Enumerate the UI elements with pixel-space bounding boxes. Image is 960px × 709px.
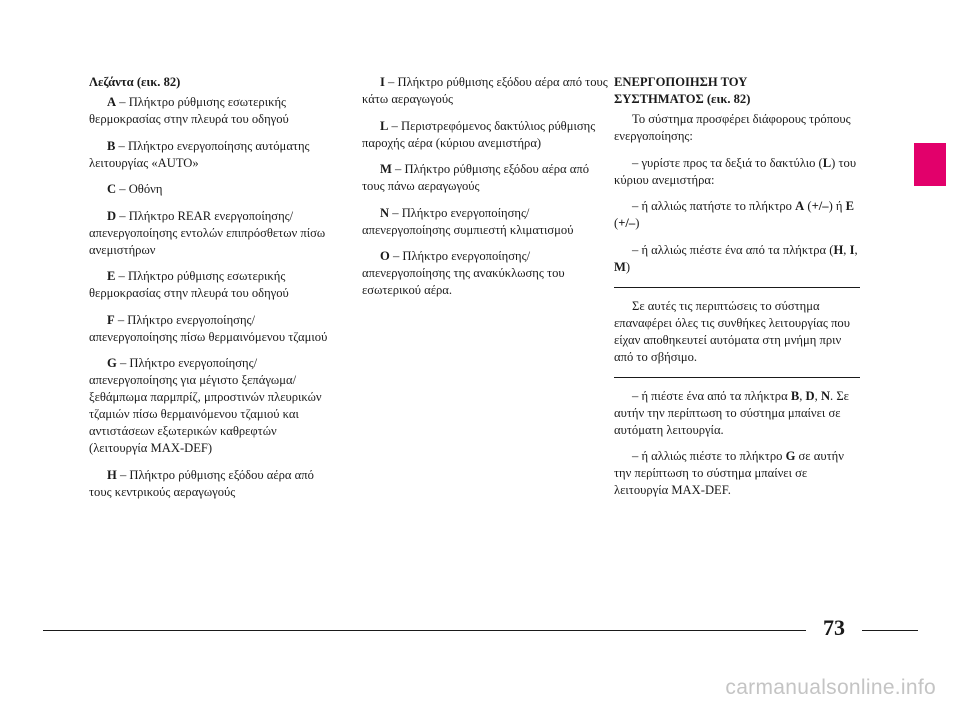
legend-item-c: C – Οθόνη [107, 182, 163, 196]
legend-item-a: A – Πλήκτρο ρύθμισης εσωτερικής θερμοκρασίας στην πλευρά του οδηγού [89, 95, 289, 126]
legend-item-g: G – Πλήκτρο ενεργοποίησης/απενεργοποίησης για μέγιστο ξεπάγωμα/ξεθάμπωμα παρμπρίζ, μπροστινών πλευρικών τζαμιών πίσω θερμαινόμενου τζαμιού και αντιστάσεων εξωτερικών καθρεφτών (λειτουργία MAX-DEF) [89, 356, 322, 455]
section-tab-marker [914, 143, 946, 186]
legend-item-o: O – Πλήκτρο ενεργοποίησης/απενεργοποίησης της ανακύκλωσης του εσωτερικού αέρα. [362, 249, 565, 297]
legend-item-h: H – Πλήκτρο ρύθμισης εξόδου αέρα από τους κεντρικούς αεραγωγούς [89, 467, 314, 499]
legend-item-b: B – Πλήκτρο ενεργοποίησης αυτόματης λειτουργίας «AUTO» [89, 138, 310, 170]
activation-column [614, 74, 860, 509]
note-rule-top [614, 287, 860, 288]
activation-option-temp-buttons: – ή αλλιώς πατήστε το πλήκτρο A (+/–) ή E (+/–) [614, 199, 855, 230]
legend-item-i: I – Πλήκτρο ρύθμισης εξόδου αέρα από τους κάτω αεραγωγούς [362, 75, 608, 106]
activation-intro: Το σύστημα προσφέρει διάφορους τρόπους ενεργοποίησης: [614, 112, 851, 143]
legend-title: Λεζάντα (εικ. 82) [89, 75, 181, 89]
legend-item-m: M – Πλήκτρο ρύθμισης εξόδου αέρα από τους πάνω αεραγωγούς [362, 162, 590, 193]
legend-column-continued [362, 74, 608, 309]
note-rule-bottom [614, 377, 860, 378]
legend-item-n: N – Πλήκτρο ενεργοποίησης/απενεργοποίησης συμπιεστή κλιματισμού [362, 205, 574, 237]
activation-option-maxdef: – ή αλλιώς πιέστε το πλήκτρο G σε αυτήν την περίπτωση το σύστημα μπαίνει σε λειτουργία MAX-DEF. [614, 449, 844, 497]
legend-column [89, 74, 335, 510]
legend-item-d: D – Πλήκτρο REAR ενεργοποίησης/απενεργοποίησης εντολών επιπρόσθετων πίσω ανεμιστήρων [89, 208, 326, 257]
activation-option-air-buttons: – ή αλλιώς πιέστε ένα από τα πλήκτρα (H, I, M) [614, 242, 858, 274]
legend-item-f: F – Πλήκτρο ενεργοποίησης/απενεργοποίησης πίσω θερμαινόμενου τζαμιού [89, 312, 328, 344]
legend-item-e: E – Πλήκτρο ρύθμισης εσωτερικής θερμοκρασίας στην πλευρά του οδηγού [89, 269, 289, 300]
section-heading-line-1: ΕΝΕΡΓΟΠΟΙΗΣΗ ΤΟΥ [614, 75, 748, 89]
page-number: 73 [823, 615, 845, 640]
legend-item-l: L – Περιστρεφόμενος δακτύλιος ρύθμισης παροχής αέρα (κύριου ανεμιστήρα) [362, 118, 596, 150]
activation-option-auto: – ή πιέστε ένα από τα πλήκτρα B, D, N. Σε αυτήν την περίπτωση το σύστημα μπαίνει σε αυτόματη λειτουργία. [614, 388, 849, 437]
footer-rule-left [43, 630, 806, 631]
watermark: carmanualsonline.info [725, 676, 936, 699]
footer-rule-right [862, 630, 918, 631]
section-heading [614, 74, 860, 108]
memory-note: Σε αυτές τις περιπτώσεις το σύστημα επαναφέρει όλες τις συνθήκες λειτουργίας που είχαν αποθηκευτεί αυτόματα στη μνήμη πριν από το σβήσιμο. [614, 298, 850, 364]
activation-option-ring: – γυρίστε προς τα δεξιά το δακτύλιο (L) του κύριου ανεμιστήρα: [614, 155, 857, 187]
section-heading-line-2: ΣΥΣΤΗΜΑΤΟΣ (εικ. 82) [614, 92, 751, 106]
